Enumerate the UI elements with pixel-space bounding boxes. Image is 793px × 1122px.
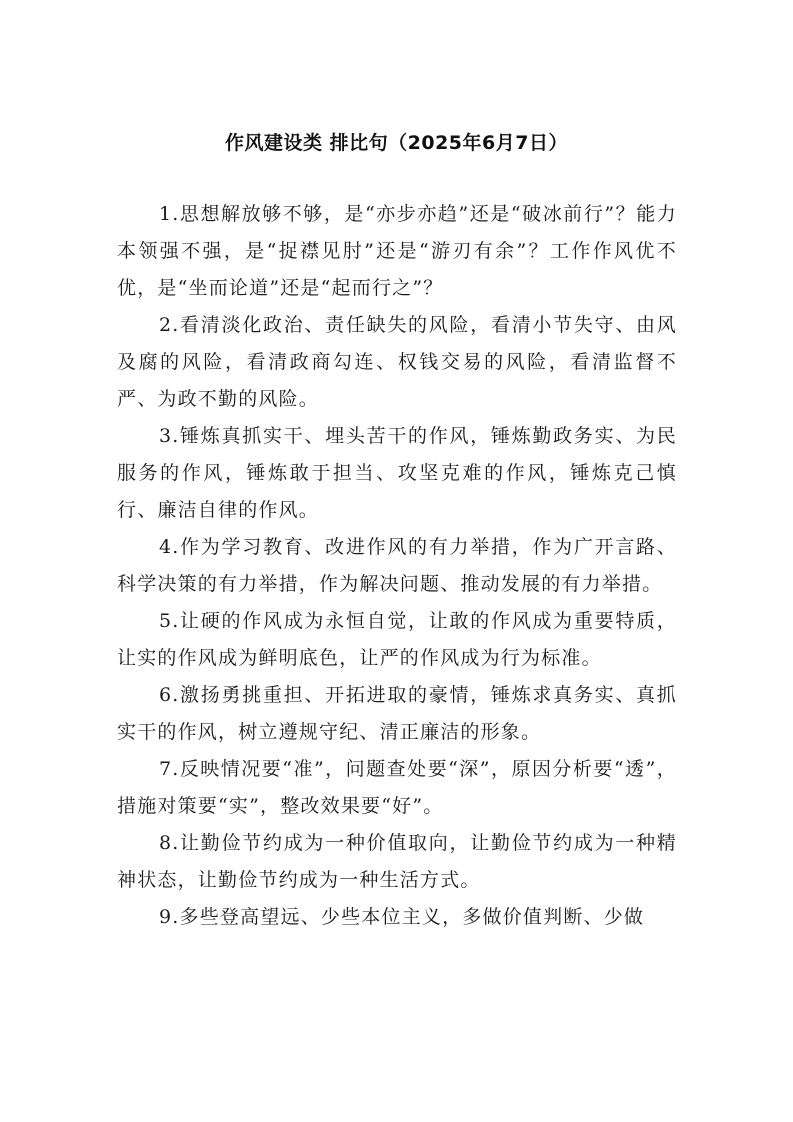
- paragraph-7: 7.反映情况要“准”，问题查处要“深”，原因分析要“透”，措施对策要“实”，整改效果要“好”。: [117, 758, 677, 817]
- paragraph-9: 9.多些登高望远、少些本位主义，多做价值判断、少做: [159, 906, 645, 928]
- paragraph-1: 1.思想解放够不够，是“亦步亦趋”还是“破冰前行”？能力本领强不强，是“捉襟见肘”还是“游刃有余”？工作作风优不优，是“坐而论道”还是“起而行之”？: [117, 203, 677, 299]
- paragraph-8: 8.让勤俭节约成为一种价值取向，让勤俭节约成为一种精神状态，让勤俭节约成为一种生活方式。: [117, 832, 677, 891]
- paragraph-3: 3.锤炼真抓实干、埋头苦干的作风，锤炼勤政务实、为民服务的作风，锤炼敢于担当、攻坚克难的作风，锤炼克己慎行、廉洁自律的作风。: [117, 425, 677, 521]
- paragraph-5: 5.让硬的作风成为永恒自觉，让敢的作风成为重要特质，让实的作风成为鲜明底色，让严的作风成为行为标准。: [117, 610, 677, 669]
- document-title: 作风建设类 排比句（2025年6月7日）: [225, 132, 568, 154]
- paragraph-2: 2.看清淡化政治、责任缺失的风险，看清小节失守、由风及腐的风险，看清政商勾连、权钱交易的风险，看清监督不严、为政不勤的风险。: [117, 314, 677, 410]
- document-body: [117, 196, 677, 936]
- paragraph-4: 4.作为学习教育、改进作风的有力举措，作为广开言路、科学决策的有力举措，作为解决问题、推动发展的有力举措。: [117, 536, 677, 595]
- paragraph-6: 6.激扬勇挑重担、开拓进取的豪情，锤炼求真务实、真抓实干的作风，树立遵规守纪、清正廉洁的形象。: [117, 684, 677, 743]
